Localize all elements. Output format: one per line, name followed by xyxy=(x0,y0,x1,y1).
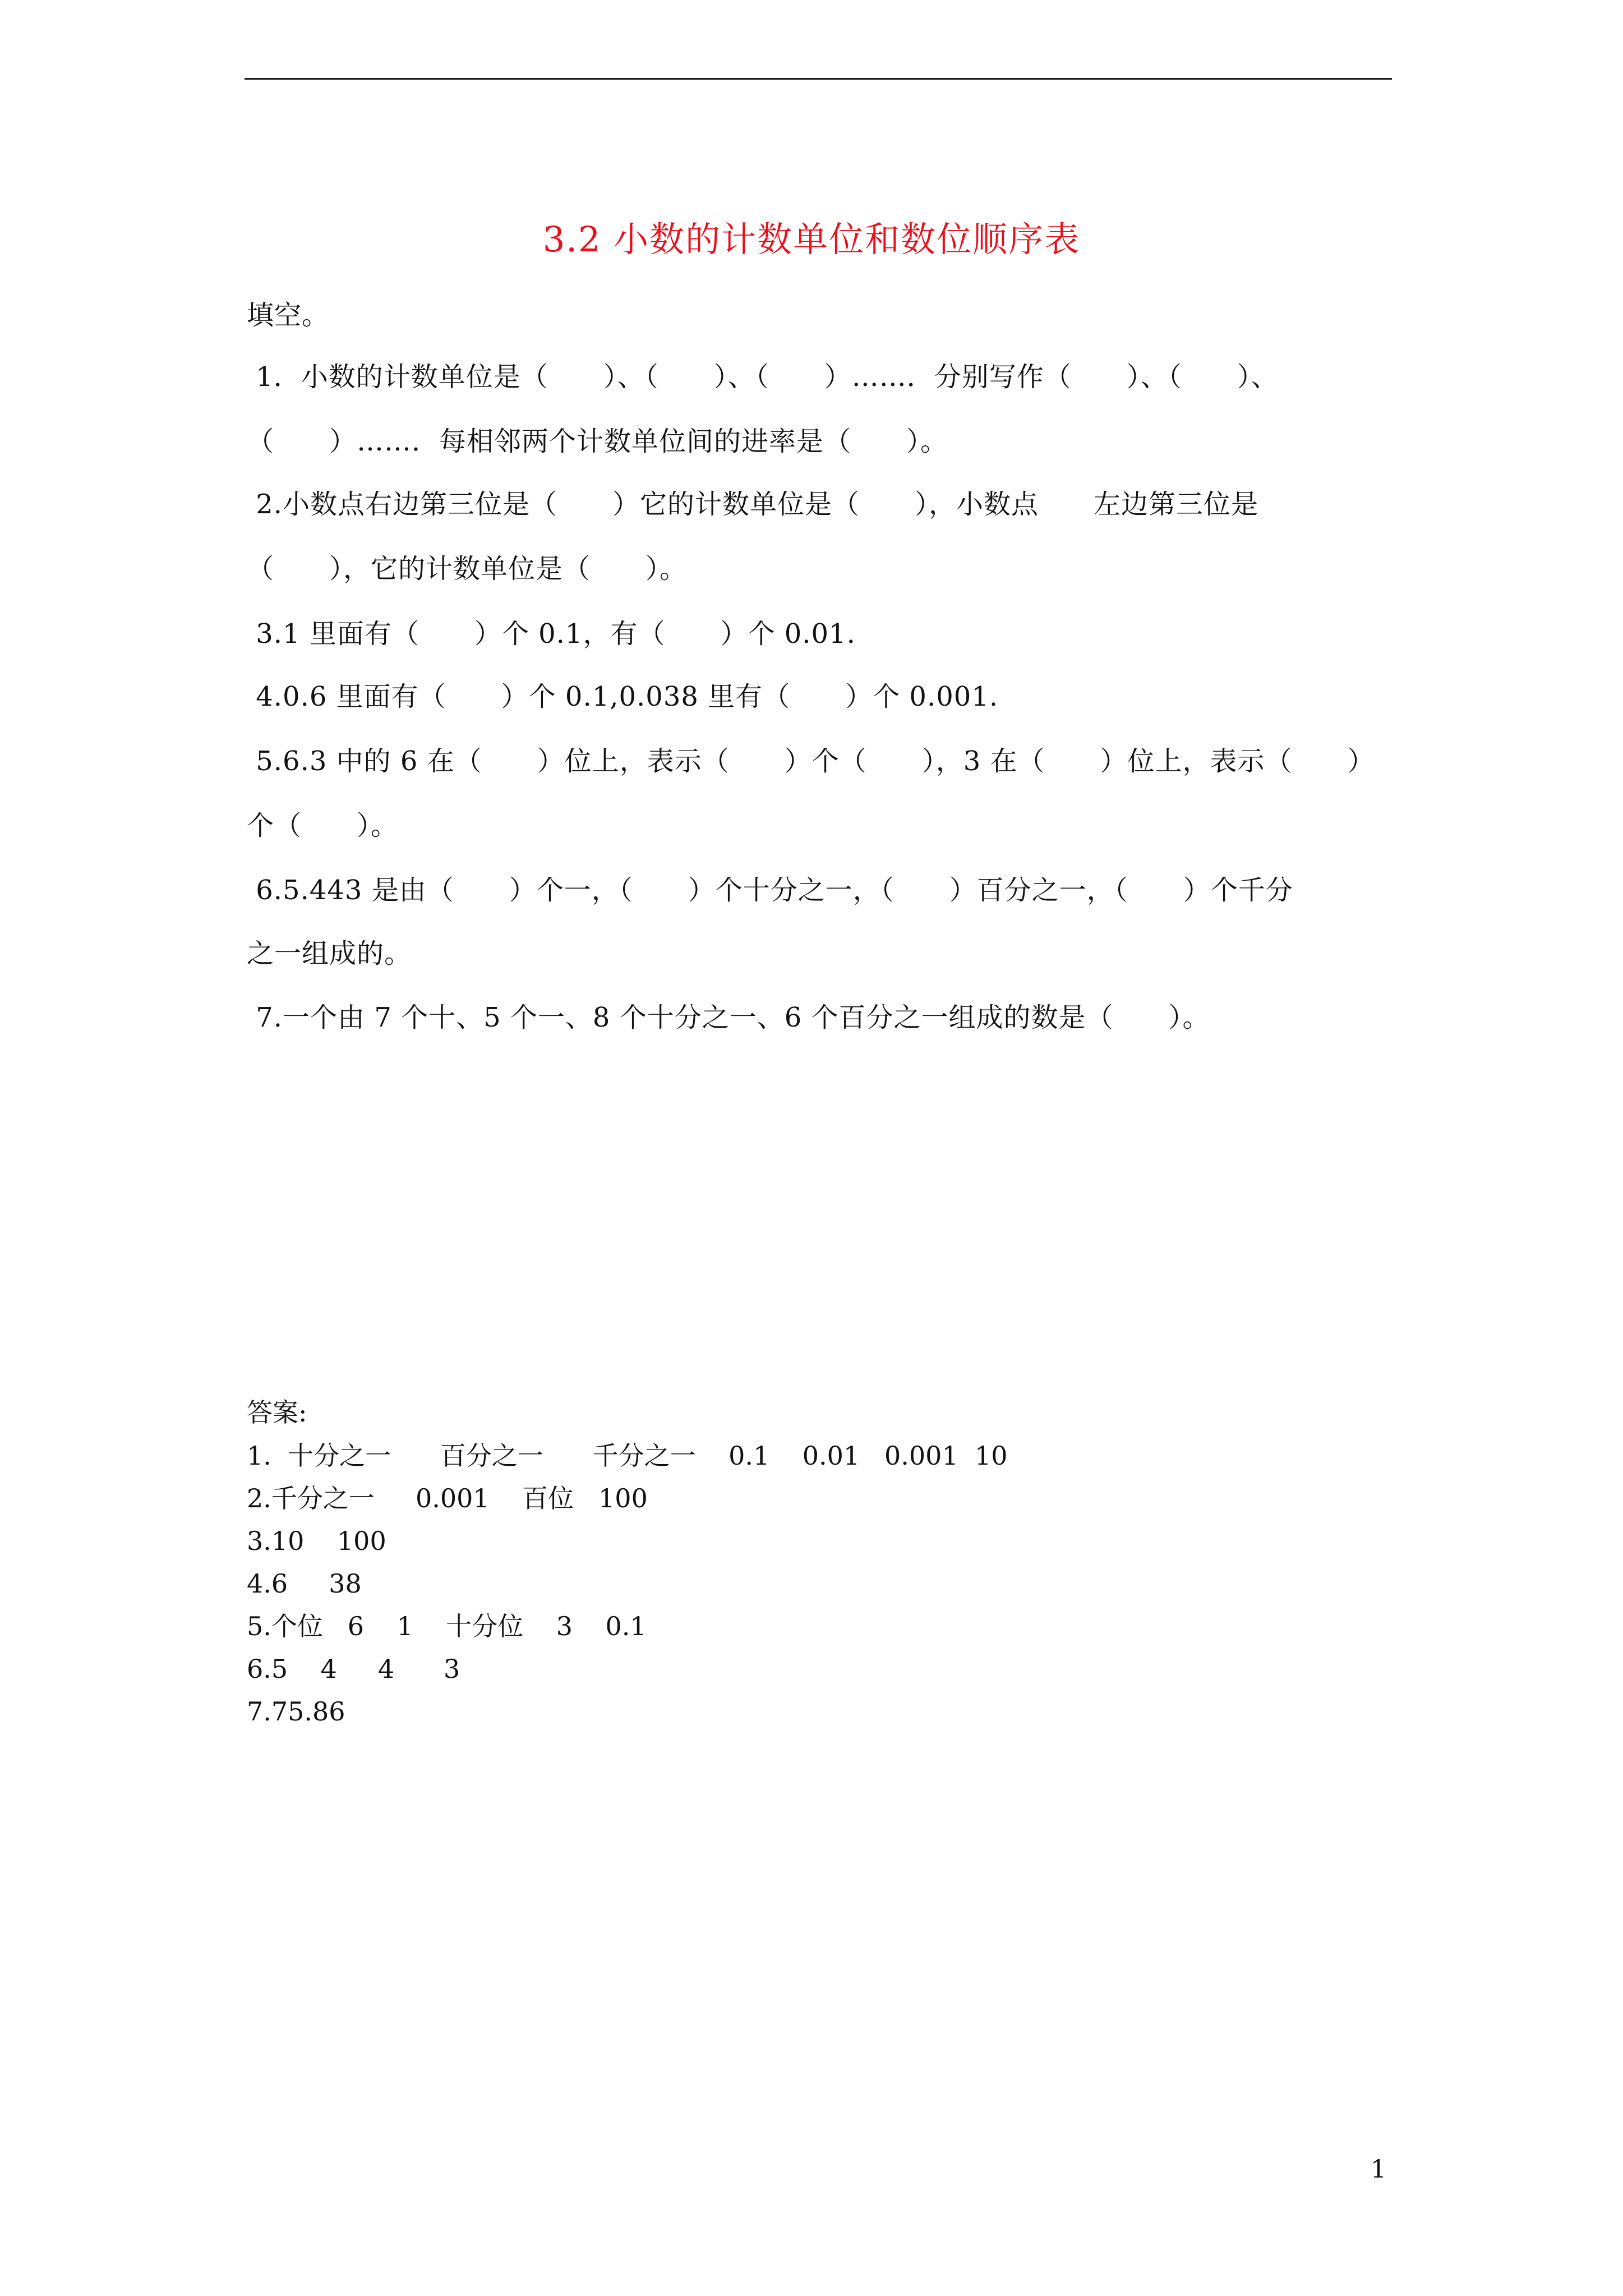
answer-2: 2.千分之一 0.001 百位 100 xyxy=(247,1483,648,1513)
page-number: 1 xyxy=(1371,2155,1386,2184)
question-1-line-1: 1．小数的计数单位是（ ）、（ ）、（ ）……．分别写作（ ）、（ ）、 xyxy=(247,361,1279,393)
question-3-line-1: 3.1 里面有（ ）个 0.1，有（ ）个 0.01. xyxy=(247,618,856,650)
answer-4: 4.6 38 xyxy=(247,1568,362,1599)
question-6-line-2: 之一组成的。 xyxy=(247,938,412,969)
question-5-line-1: 5.6.3 中的 6 在（ ）位上，表示（ ）个（ ），3 在（ ）位上，表示（ ） xyxy=(247,746,1375,777)
answer-3: 3.10 100 xyxy=(247,1526,386,1556)
question-2-line-1: 2.小数点右边第三位是（ ）它的计数单位是（ ），小数点 左边第三位是 xyxy=(247,489,1259,520)
question-1-line-2: （ ）……．每相邻两个计数单位间的进率是（ ）。 xyxy=(247,426,948,457)
question-2-line-2: （ ），它的计数单位是（ ）。 xyxy=(247,553,688,585)
answers-label: 答案: xyxy=(247,1397,307,1428)
question-5-line-2: 个（ ）。 xyxy=(247,810,399,841)
header-rule xyxy=(245,78,1392,80)
section-label: 填空。 xyxy=(247,300,330,331)
page-title: 3.2 小数的计数单位和数位顺序表 xyxy=(542,219,1081,260)
answer-1: 1. 十分之一 百分之一 千分之一 0.1 0.01 0.001 10 xyxy=(247,1441,1008,1471)
answer-6: 6.5 4 4 3 xyxy=(247,1654,460,1684)
question-7-line-1: 7.一个由 7 个十、5 个一、8 个十分之一、6 个百分之一组成的数是（ ）。 xyxy=(247,1002,1210,1033)
question-4-line-1: 4.0.6 里面有（ ）个 0.1,0.038 里有（ ）个 0.001. xyxy=(247,681,999,712)
answer-5: 5.个位 6 1 十分位 3 0.1 xyxy=(247,1611,647,1641)
answer-7: 7.75.86 xyxy=(247,1696,345,1727)
question-6-line-1: 6.5.443 是由（ ）个一，（ ）个十分之一，（ ）百分之一，（ ）个千分 xyxy=(247,875,1293,906)
